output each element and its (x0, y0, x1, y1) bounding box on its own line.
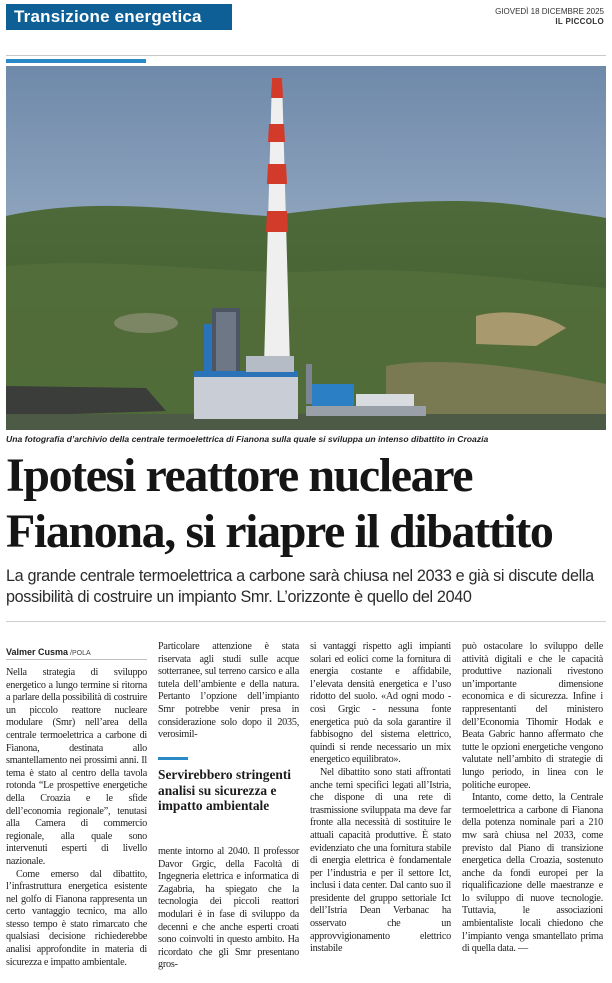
article-subhead: La grande centrale termoelettrica a carbone sarà chiusa nel 2033 e già si discute della possibilità di costruire un impianto Smr. L’orizzonte è quello del 2040 (6, 567, 594, 606)
paragraph: può ostacolare lo sviluppo delle attività digitali e che le capacità produttive nazionali rivestono un’importante dimensione economica e di sicurezza. Infine i rappresentanti del ministero dell’Economia Tihomir Hodak e Beata Gabric hanno affermato che tutte le opzioni energetiche vengono valutate nell’ambito di strategie di lungo periodo, in linea con le politiche europee. (462, 641, 603, 791)
paragraph: Nel dibattito sono stati affrontati anche temi specifici legati all’Istria, che dispone di una rete di trasmissione sviluppata ma deve far fronte alla necessità di sostituire le attuali capacità produttive. È stato evidenziato che una fornitura stabile di energia elettrica è fondamentale per l’industria e per il settore Ict, inclusi i data center. Dal canto suo il presidente del gruppo settoriale Ict dell’Istria Dean Verbanac ha osservato che un approvvigionamento elettrico instabile (310, 766, 451, 955)
section-label: Transizione energetica (6, 4, 232, 30)
dateline-place: /POLA (70, 650, 91, 657)
pullquote: Servirebbero stringenti analisi su sicurezza e impatto ambientale (158, 767, 292, 813)
article-column-3 (310, 641, 451, 956)
headline-line-2: Fianona, si riapre il dibattito (6, 505, 553, 558)
photo-illustration (6, 66, 606, 430)
photo-caption: Una fotografia d’archivio della centrale termoelettrica di Fianona sulla quale si sviluppa un intenso dibattito in Croazia (6, 434, 489, 444)
paragraph: Particolare attenzione è stata riservata agli studi sulle acque sotterranee, sul terreno carsico e alla tutela dell’ambiente e della natura. Pertanto l’opzione dell’impianto Smr potrebbe venir presa in considerazione solo dopo il 2035, verosimil- (158, 641, 299, 741)
accent-bar (6, 59, 146, 63)
author-name: Valmer Cusma (6, 647, 69, 657)
article-column-2 (158, 641, 299, 742)
paragraph: Nella strategia di sviluppo energetico a lungo termine si ritorna a parlare della possibilità di costruire un piccolo reattore nucleare modulare (Smr) nell’area della centrale termoelettrica a carbone di Fianona, destinata allo smantellamento nei prossimi anni. Il tema è stato al centro della tavola rotonda “Le prospettive energetiche della Croazia e le sfide dell’economia regionale”, tenutasi alla Camera di commercio regionale, alla quale sono intervenuti esperti di livello nazionale. (6, 667, 147, 867)
article-column-4 (462, 641, 603, 956)
newspaper-name: IL PICCOLO (555, 17, 604, 26)
page-header (6, 4, 606, 30)
byline-divider (6, 659, 147, 660)
paragraph: mente intorno al 2040. Il professor Davor Grgic, della Facoltà di Ingegneria elettrica e informatica di Zagabria, ha spiegato che la tecnologia dei piccoli reattori modulari è in fase di sviluppo da decenni e che anche esperti croati sono coinvolti in questo ambito. Ha ricordato che gli Smr presentano gros- (158, 846, 299, 971)
pullquote-accent (158, 757, 188, 760)
paragraph: si vantaggi rispetto agli impianti solari ed eolici come la fornitura di energia costante e affidabile, l’elevata densità energetica e l’uso ridotto del suolo. «Ad ogni modo - così Grgic - nessuna fonte energetica può da sola garantire il fabbisogno del sistema elettrico, quindi si rende necessario un mix energetico equilibrato». (310, 641, 451, 766)
headline-line-1: Ipotesi reattore nucleare (6, 449, 473, 502)
content-divider (6, 621, 606, 622)
paragraph: Intanto, come detto, la Centrale termoelettrica a carbone di Fianona della potenza nominale pari a 210 mw sarà chiusa nel 2033, come previsto dal Piano di transizione energetica della Croazia, sostenuto anche da fondi europei per la riqualificazione delle maestranze e lo sviluppo di nuove tecnologie. Tuttavia, le associazioni ambientaliste locali chiedono che l’impianto venga smantellato prima di quella data. — (462, 792, 603, 955)
dateline (495, 7, 604, 27)
article-column-1 (6, 667, 147, 969)
byline (6, 647, 91, 657)
publication-date: GIOVEDÌ 18 DICEMBRE 2025 (495, 7, 604, 16)
paragraph: Come emerso dal dibattito, l’infrastruttura energetica esistente nel golfo di Fianona rappresenta un certo vantaggio tecnico, ma allo stesso tempo è stato rimarcato che qualsiasi decisione richiederebbe analisi approfondite in materia di sicurezza e impatto ambientale. (6, 868, 147, 968)
top-divider (6, 55, 606, 56)
article-column-2-continued (158, 846, 299, 972)
article-headline (6, 448, 612, 560)
power-plant-photo (6, 66, 606, 430)
